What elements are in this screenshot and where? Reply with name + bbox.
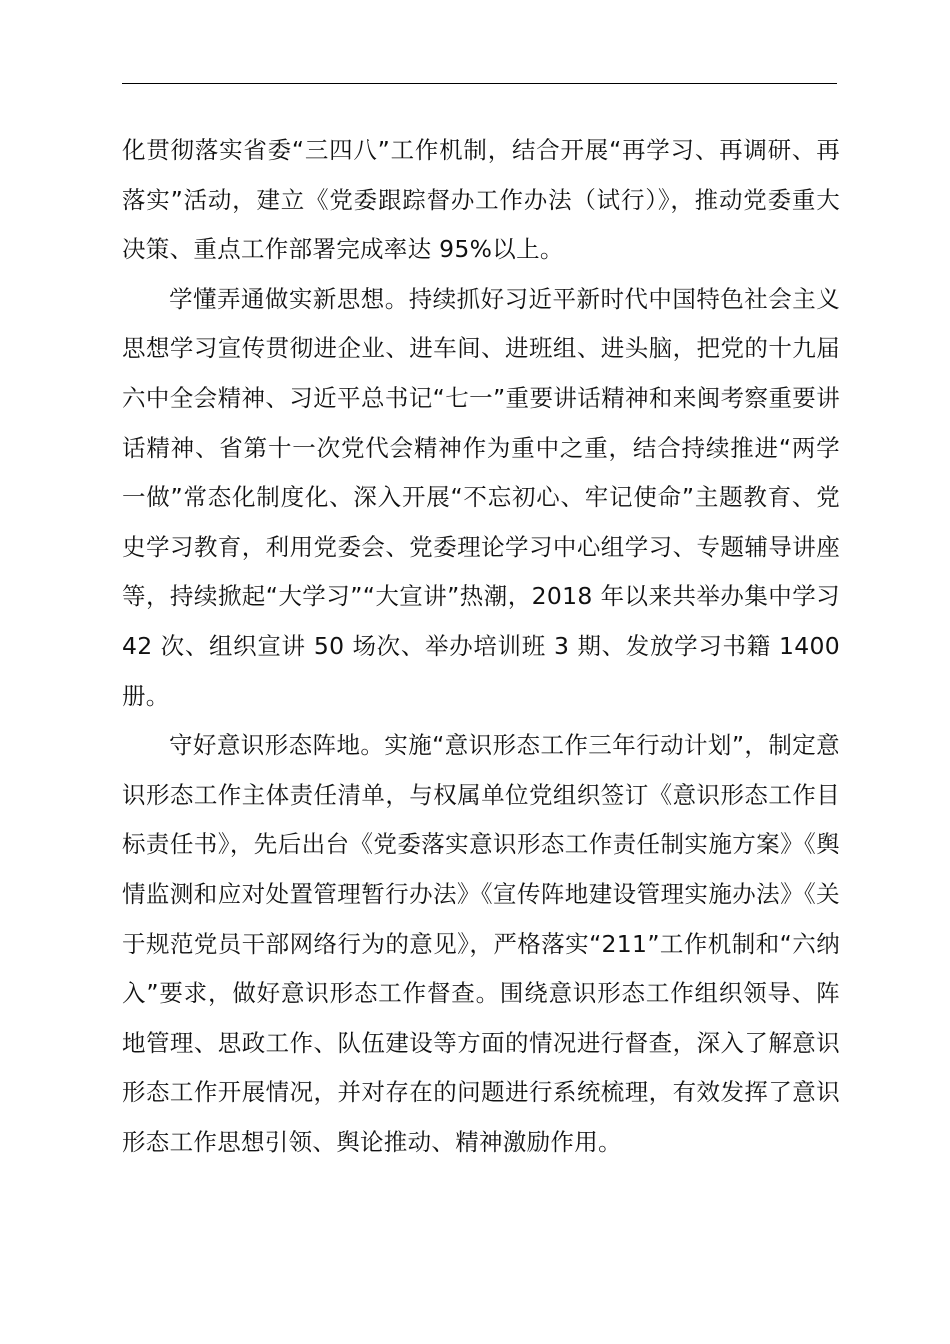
document-body <box>122 126 840 1167</box>
paragraph-continuation: 化贯彻落实省委“三四八”工作机制，结合开展“再学习、再调研、再落实”活动，建立《党委跟踪督办工作办法（试行）》，推动党委重大决策、重点工作部署完成率达 95%以上。 <box>122 136 840 264</box>
header-rule <box>122 83 837 84</box>
paragraph-ideology-position: 守好意识形态阵地。实施“意识形态工作三年行动计划”，制定意识形态工作主体责任清单，与权属单位党组织签订《意识形态工作目标责任书》，先后出台《党委落实意识形态工作责任制实施方案》《舆情监测和应对处置管理暂行办法》《宣传阵地建设管理实施办法》《关于规范党员干部网络行为的意见》，严格落实“211”工作机制和“六纳入”要求，做好意识形态工作督查。围绕意识形态工作组织领导、阵地管理、思政工作、队伍建设等方面的情况进行督查，深入了解意识形态工作开展情况，并对存在的问题进行系统梳理，有效发挥了意识形态工作思想引领、舆论推动、精神激励作用。 <box>122 731 840 1156</box>
paragraph-study-new-thought: 学懂弄通做实新思想。持续抓好习近平新时代中国特色社会主义思想学习宣传贯彻进企业、进车间、进班组、进头脑，把党的十九届六中全会精神、习近平总书记“七一”重要讲话精神和来闽考察重要讲话精神、省第十一次党代会精神作为重中之重，结合持续推进“两学一做”常态化制度化、深入开展“不忘初心、牢记使命”主题教育、党史学习教育，利用党委会、党委理论学习中心组学习、专题辅导讲座等，持续掀起“大学习”“大宣讲”热潮，2018 年以来共举办集中学习 42 次、组织宣讲 50 场次、举办培训班 3 期、发放学习书籍 1400 册。 <box>122 284 840 710</box>
